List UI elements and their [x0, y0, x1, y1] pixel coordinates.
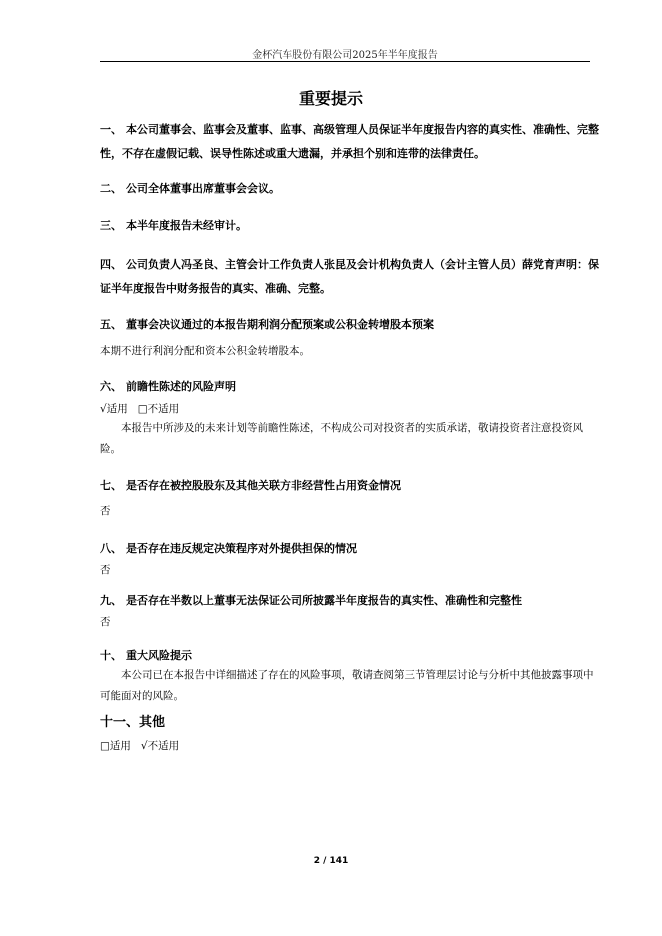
section-text: 本半年度报告未经审计。 [126, 219, 247, 232]
section-text: 公司负责人冯圣良、主管会计工作负责人张昆及会计机构负责人（会计主管人员）薛党育声明：保证半年度报告中财务报告的真实、准确、完整。 [100, 258, 599, 295]
section-6 [100, 375, 600, 399]
section-6-options [100, 399, 600, 420]
section-text: 是否存在违反规定决策程序对外提供担保的情况 [126, 542, 357, 555]
page-number: 2 / 141 [313, 856, 349, 866]
section-text: 公司全体董事出席董事会会议。 [126, 182, 280, 195]
option-not-applicable: √不适用 [140, 740, 180, 752]
section-number: 四、 [100, 258, 122, 271]
section-8 [100, 537, 600, 561]
section-number: 七、 [100, 479, 122, 492]
section-2 [100, 177, 600, 201]
section-number: 八、 [100, 542, 122, 555]
section-number: 一、 [100, 123, 122, 136]
option-applicable: □适用 [100, 740, 131, 752]
section-text: 前瞻性陈述的风险声明 [126, 380, 236, 393]
section-11-options [100, 736, 600, 757]
section-9 [100, 589, 600, 613]
section-number: 三、 [100, 219, 122, 232]
section-1 [100, 118, 600, 166]
section-text: 其他 [139, 715, 166, 730]
section-number: 十一、 [100, 715, 140, 730]
section-number: 二、 [100, 182, 122, 195]
section-4 [100, 253, 600, 301]
section-10-body: 本公司已在本报告中详细描述了存在的风险事项，敬请查阅第三节管理层讨论与分析中其他披露事项中可能面对的风险。 [100, 669, 594, 702]
section-7-answer: 否 [100, 505, 111, 517]
section-text: 董事会决议通过的本报告期利润分配预案或公积金转增股本预案 [126, 318, 434, 331]
section-7 [100, 474, 600, 498]
section-5 [100, 313, 600, 337]
section-3 [100, 214, 600, 238]
header-divider [100, 61, 590, 62]
option-not-applicable: □不适用 [137, 403, 180, 415]
option-applicable: √适用 [100, 403, 128, 415]
section-text: 重大风险提示 [126, 649, 192, 662]
section-number: 十、 [100, 649, 122, 662]
page-header: 金杯汽车股份有限公司2025年半年度报告 [252, 50, 438, 61]
section-11 [100, 711, 600, 735]
section-text: 本公司董事会、监事会及董事、监事、高级管理人员保证半年度报告内容的真实性、准确性、完整性，不存在虚假记载、误导性陈述或重大遗漏，并承担个别和连带的法律责任。 [100, 123, 599, 160]
section-text: 是否存在被控股股东及其他关联方非经营性占用资金情况 [126, 479, 401, 492]
section-text: 是否存在半数以上董事无法保证公司所披露半年度报告的真实性、准确性和完整性 [126, 594, 522, 607]
section-number: 九、 [100, 594, 122, 607]
section-5-body: 本期不进行利润分配和资本公积金转增股本。 [100, 345, 310, 357]
section-number: 五、 [100, 318, 122, 331]
section-9-answer: 否 [100, 616, 111, 628]
page-title: 重要提示 [298, 89, 363, 108]
section-6-body: 本报告中所涉及的未来计划等前瞻性陈述，不构成公司对投资者的实质承诺，敬请投资者注意投资风险。 [100, 422, 583, 455]
section-8-answer: 否 [100, 564, 111, 576]
section-number: 六、 [100, 380, 122, 393]
